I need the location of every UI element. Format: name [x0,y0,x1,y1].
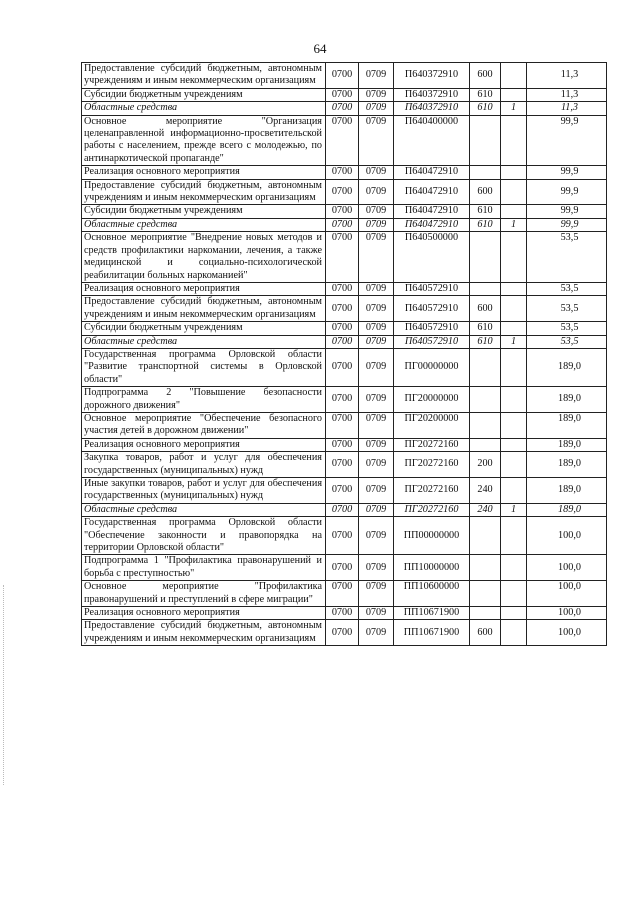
subsection-code-cell: 0709 [359,438,394,451]
target-article-cell: П640372910 [394,88,470,101]
amount-cell: 100,0 [527,620,607,646]
table-row [82,452,607,478]
row-name-cell: Областные средства [82,218,326,231]
target-article-cell: ПГ00000000 [394,348,470,386]
row-name-cell: Реализация основного мероприятия [82,438,326,451]
target-article-cell: П640472910 [394,179,470,205]
expense-type-cell: 610 [470,88,501,101]
table-row [82,387,607,413]
expense-type-cell [470,348,501,386]
table-row [82,115,607,166]
expense-type-cell [470,115,501,166]
target-article-cell: ПП10600000 [394,581,470,607]
table-row [82,63,607,89]
amount-cell: 53,5 [527,335,607,348]
target-article-cell: П640472910 [394,218,470,231]
section-code-cell: 0700 [326,387,359,413]
table-row [82,88,607,101]
subsection-code-cell: 0709 [359,296,394,322]
expense-type-cell: 610 [470,218,501,231]
amount-cell: 100,0 [527,517,607,555]
amount-cell: 99,9 [527,115,607,166]
section-code-cell: 0700 [326,166,359,179]
subsection-code-cell: 0709 [359,166,394,179]
row-name-cell: Субсидии бюджетным учреждениям [82,88,326,101]
section-code-cell: 0700 [326,478,359,504]
table-row [82,503,607,516]
table-row [82,348,607,386]
section-code-cell: 0700 [326,607,359,620]
row-name-cell: Областные средства [82,102,326,115]
target-article-cell: ПГ20272160 [394,452,470,478]
table-row [82,166,607,179]
funding-source-cell [501,348,527,386]
budget-table [81,62,607,646]
subsection-code-cell: 0709 [359,517,394,555]
table-row [82,555,607,581]
target-article-cell: П640472910 [394,166,470,179]
target-article-cell: П640572910 [394,322,470,335]
row-name-cell: Предоставление субсидий бюджетным, автономным учреждениям и иным некоммерческим организациям [82,179,326,205]
section-code-cell: 0700 [326,335,359,348]
amount-cell: 189,0 [527,452,607,478]
table-row [82,438,607,451]
amount-cell: 99,9 [527,205,607,218]
row-name-cell: Субсидии бюджетным учреждениям [82,322,326,335]
target-article-cell: ПГ20272160 [394,503,470,516]
expense-type-cell: 610 [470,205,501,218]
subsection-code-cell: 0709 [359,102,394,115]
subsection-code-cell: 0709 [359,478,394,504]
subsection-code-cell: 0709 [359,335,394,348]
target-article-cell: П640500000 [394,232,470,283]
amount-cell: 189,0 [527,503,607,516]
amount-cell: 99,9 [527,218,607,231]
amount-cell: 53,5 [527,232,607,283]
target-article-cell: ПГ20272160 [394,478,470,504]
funding-source-cell [501,63,527,89]
subsection-code-cell: 0709 [359,232,394,283]
table-row [82,607,607,620]
row-name-cell: Субсидии бюджетным учреждениям [82,205,326,218]
expense-type-cell [470,438,501,451]
row-name-cell: Реализация основного мероприятия [82,166,326,179]
expense-type-cell: 200 [470,452,501,478]
expense-type-cell: 610 [470,322,501,335]
row-name-cell: Реализация основного мероприятия [82,282,326,295]
target-article-cell: П640572910 [394,335,470,348]
target-article-cell: ПП10671900 [394,620,470,646]
expense-type-cell [470,412,501,438]
budget-table-body [82,63,607,646]
amount-cell: 189,0 [527,387,607,413]
row-name-cell: Основное мероприятие "Профилактика правонарушений и преступлений в сфере миграции" [82,581,326,607]
amount-cell: 189,0 [527,412,607,438]
expense-type-cell [470,232,501,283]
subsection-code-cell: 0709 [359,88,394,101]
table-row [82,517,607,555]
target-article-cell: ПП10000000 [394,555,470,581]
section-code-cell: 0700 [326,88,359,101]
table-row [82,102,607,115]
row-name-cell: Областные средства [82,335,326,348]
funding-source-cell [501,438,527,451]
subsection-code-cell: 0709 [359,581,394,607]
amount-cell: 99,9 [527,166,607,179]
amount-cell: 53,5 [527,282,607,295]
expense-type-cell: 600 [470,179,501,205]
amount-cell: 100,0 [527,581,607,607]
expense-type-cell: 600 [470,296,501,322]
target-article-cell: ПП10671900 [394,607,470,620]
expense-type-cell [470,581,501,607]
section-code-cell: 0700 [326,438,359,451]
amount-cell: 11,3 [527,63,607,89]
section-code-cell: 0700 [326,452,359,478]
target-article-cell: П640400000 [394,115,470,166]
section-code-cell: 0700 [326,232,359,283]
amount-cell: 53,5 [527,296,607,322]
subsection-code-cell: 0709 [359,503,394,516]
section-code-cell: 0700 [326,205,359,218]
expense-type-cell: 240 [470,503,501,516]
funding-source-cell: 1 [501,102,527,115]
section-code-cell: 0700 [326,179,359,205]
funding-source-cell [501,166,527,179]
amount-cell: 100,0 [527,607,607,620]
row-name-cell: Реализация основного мероприятия [82,607,326,620]
funding-source-cell [501,282,527,295]
funding-source-cell [501,452,527,478]
section-code-cell: 0700 [326,102,359,115]
target-article-cell: П640372910 [394,102,470,115]
target-article-cell: ПП00000000 [394,517,470,555]
row-name-cell: Основное мероприятие "Обеспечение безопасного участия детей в дорожном движении" [82,412,326,438]
table-row [82,412,607,438]
table-row [82,620,607,646]
target-article-cell: П640372910 [394,63,470,89]
funding-source-cell [501,205,527,218]
funding-source-cell [501,581,527,607]
subsection-code-cell: 0709 [359,607,394,620]
amount-cell: 53,5 [527,322,607,335]
table-row [82,478,607,504]
row-name-cell: Подпрограмма 2 "Повышение безопасности дорожного движения" [82,387,326,413]
funding-source-cell [501,607,527,620]
section-code-cell: 0700 [326,115,359,166]
section-code-cell: 0700 [326,296,359,322]
expense-type-cell: 610 [470,335,501,348]
amount-cell: 100,0 [527,555,607,581]
funding-source-cell: 1 [501,335,527,348]
table-row [82,581,607,607]
subsection-code-cell: 0709 [359,322,394,335]
expense-type-cell: 610 [470,102,501,115]
target-article-cell: ПГ20000000 [394,387,470,413]
section-code-cell: 0700 [326,412,359,438]
target-article-cell: ПГ20272160 [394,438,470,451]
expense-type-cell: 600 [470,620,501,646]
section-code-cell: 0700 [326,581,359,607]
funding-source-cell [501,88,527,101]
amount-cell: 189,0 [527,348,607,386]
section-code-cell: 0700 [326,555,359,581]
table-row [82,218,607,231]
funding-source-cell [501,232,527,283]
funding-source-cell [501,478,527,504]
row-name-cell: Закупка товаров, работ и услуг для обеспечения государственных (муниципальных) нужд [82,452,326,478]
expense-type-cell [470,387,501,413]
section-code-cell: 0700 [326,620,359,646]
subsection-code-cell: 0709 [359,179,394,205]
funding-source-cell [501,387,527,413]
expense-type-cell [470,517,501,555]
section-code-cell: 0700 [326,218,359,231]
subsection-code-cell: 0709 [359,115,394,166]
target-article-cell: П640572910 [394,296,470,322]
funding-source-cell [501,179,527,205]
target-article-cell: ПГ20200000 [394,412,470,438]
row-name-cell: Подпрограмма 1 "Профилактика правонарушений и борьба с преступностью" [82,555,326,581]
target-article-cell: П640472910 [394,205,470,218]
subsection-code-cell: 0709 [359,205,394,218]
amount-cell: 11,3 [527,88,607,101]
row-name-cell: Областные средства [82,503,326,516]
amount-cell: 11,3 [527,102,607,115]
amount-cell: 189,0 [527,478,607,504]
row-name-cell: Предоставление субсидий бюджетным, автономным учреждениям и иным некоммерческим организациям [82,620,326,646]
table-row [82,296,607,322]
expense-type-cell: 240 [470,478,501,504]
section-code-cell: 0700 [326,322,359,335]
row-name-cell: Государственная программа Орловской области "Развитие транспортной системы в Орловской области" [82,348,326,386]
subsection-code-cell: 0709 [359,348,394,386]
section-code-cell: 0700 [326,517,359,555]
expense-type-cell [470,282,501,295]
subsection-code-cell: 0709 [359,620,394,646]
expense-type-cell [470,555,501,581]
section-code-cell: 0700 [326,63,359,89]
table-row [82,282,607,295]
table-row [82,322,607,335]
section-code-cell: 0700 [326,503,359,516]
row-name-cell: Основное мероприятие "Организация целенаправленной информационно-просветительской работы с населением, прежде всего с молодежью, по антинаркотической пропаганде" [82,115,326,166]
table-row [82,205,607,218]
funding-source-cell: 1 [501,218,527,231]
funding-source-cell [501,412,527,438]
table-row [82,335,607,348]
amount-cell: 189,0 [527,438,607,451]
funding-source-cell [501,296,527,322]
funding-source-cell [501,517,527,555]
expense-type-cell [470,166,501,179]
funding-source-cell [501,115,527,166]
funding-source-cell [501,322,527,335]
funding-source-cell [501,555,527,581]
row-name-cell: Государственная программа Орловской области "Обеспечение законности и правопорядка на территории Орловской области" [82,517,326,555]
subsection-code-cell: 0709 [359,387,394,413]
subsection-code-cell: 0709 [359,555,394,581]
subsection-code-cell: 0709 [359,218,394,231]
subsection-code-cell: 0709 [359,282,394,295]
row-name-cell: Предоставление субсидий бюджетным, автономным учреждениям и иным некоммерческим организациям [82,63,326,89]
subsection-code-cell: 0709 [359,63,394,89]
amount-cell: 99,9 [527,179,607,205]
target-article-cell: П640572910 [394,282,470,295]
section-code-cell: 0700 [326,348,359,386]
table-row [82,232,607,283]
row-name-cell: Основное мероприятие "Внедрение новых методов и средств профилактики наркомании, лечения, а также медицинской и социально-психологической реабилитации больных наркоманией" [82,232,326,283]
subsection-code-cell: 0709 [359,452,394,478]
expense-type-cell [470,607,501,620]
row-name-cell: Предоставление субсидий бюджетным, автономным учреждениям и иным некоммерческим организациям [82,296,326,322]
table-row [82,179,607,205]
section-code-cell: 0700 [326,282,359,295]
page-number: 64 [313,41,327,56]
row-name-cell: Иные закупки товаров, работ и услуг для обеспечения государственных (муниципальных) нужд [82,478,326,504]
expense-type-cell: 600 [470,63,501,89]
funding-source-cell: 1 [501,503,527,516]
subsection-code-cell: 0709 [359,412,394,438]
margin-binding-marks [3,585,10,785]
funding-source-cell [501,620,527,646]
